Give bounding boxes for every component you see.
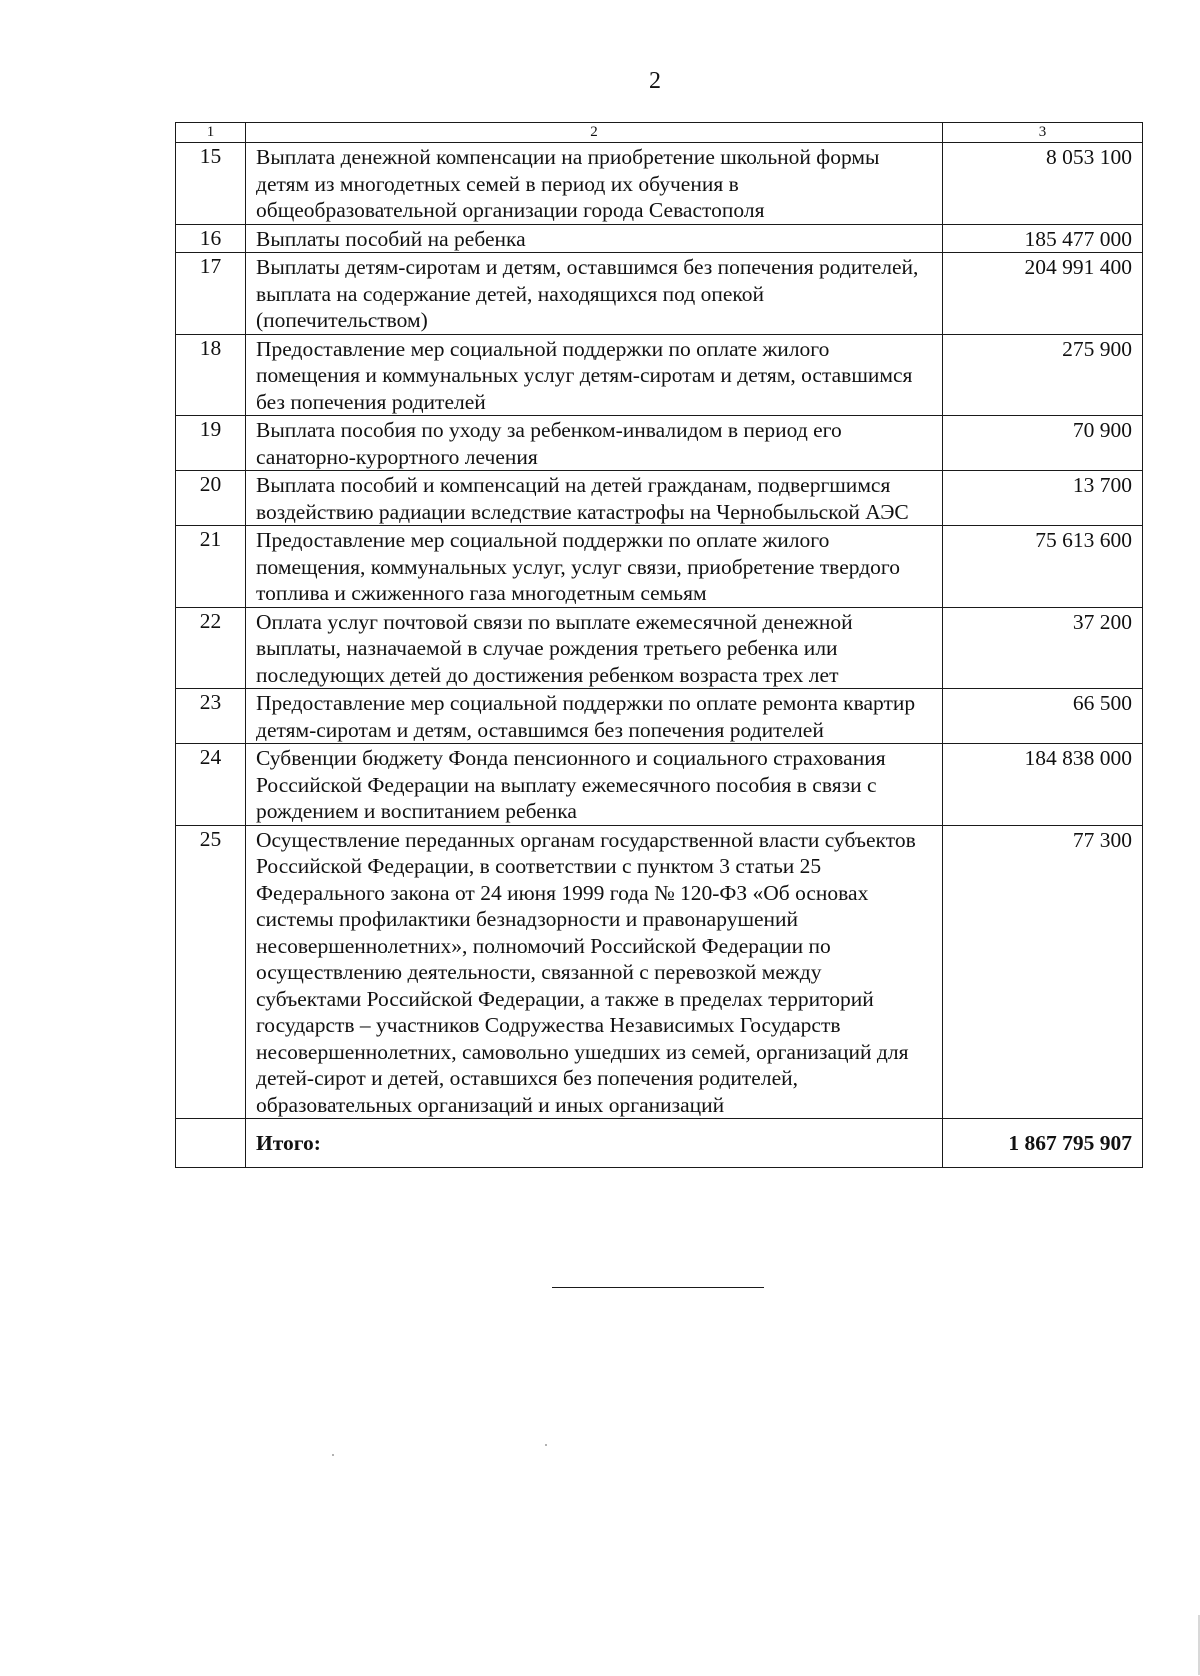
column-header-number: 1 — [176, 123, 246, 143]
row-number: 15 — [176, 143, 246, 225]
page-number: 2 — [649, 68, 661, 94]
row-amount: 8 053 100 — [943, 143, 1143, 225]
table-row — [176, 224, 1143, 253]
table-row — [176, 416, 1143, 471]
row-amount: 70 900 — [943, 416, 1143, 471]
row-description: Предоставление мер социальной поддержки по оплате жилого помещения, коммунальных услуг, услуг связи, приобретение твердого топлива и сжиженного газа многодетным семьям — [246, 526, 943, 608]
row-number: 18 — [176, 334, 246, 416]
row-amount: 275 900 — [943, 334, 1143, 416]
table-row — [176, 825, 1143, 1119]
row-description: Выплата пособия по уходу за ребенком-инвалидом в период его санаторно-курортного лечения — [246, 416, 943, 471]
column-header-amount: 3 — [943, 123, 1143, 143]
column-header-description: 2 — [246, 123, 943, 143]
table-row — [176, 689, 1143, 744]
table-header-row — [176, 123, 1143, 143]
row-number: 21 — [176, 526, 246, 608]
table-row — [176, 744, 1143, 826]
table-row — [176, 607, 1143, 689]
row-number: 23 — [176, 689, 246, 744]
row-description: Оплата услуг почтовой связи по выплате ежемесячной денежной выплаты, назначаемой в случае рождения третьего ребенка или последующих детей до достижения ребенком возраста трех лет — [246, 607, 943, 689]
row-number: 22 — [176, 607, 246, 689]
table-row — [176, 334, 1143, 416]
row-description: Предоставление мер социальной поддержки по оплате жилого помещения и коммунальных услуг детям-сиротам и детям, оставшимся без попечения родителей — [246, 334, 943, 416]
total-row-number — [176, 1119, 246, 1168]
table-row — [176, 143, 1143, 225]
row-number: 16 — [176, 224, 246, 253]
row-description: Выплаты пособий на ребенка — [246, 224, 943, 253]
scan-speck — [332, 1454, 334, 1456]
row-amount: 66 500 — [943, 689, 1143, 744]
row-number: 19 — [176, 416, 246, 471]
row-description: Выплата денежной компенсации на приобретение школьной формы детям из многодетных семей в период их обучения в общеобразовательной организации города Севастополя — [246, 143, 943, 225]
row-amount: 204 991 400 — [943, 253, 1143, 335]
table-row — [176, 526, 1143, 608]
row-description: Выплаты детям-сиротам и детям, оставшимся без попечения родителей, выплата на содержание детей, находящихся под опекой (попечительством) — [246, 253, 943, 335]
row-amount: 37 200 — [943, 607, 1143, 689]
row-amount: 75 613 600 — [943, 526, 1143, 608]
row-number: 20 — [176, 471, 246, 526]
table-row — [176, 253, 1143, 335]
end-of-document-rule — [552, 1287, 764, 1288]
total-amount: 1 867 795 907 — [943, 1119, 1143, 1168]
scan-speck — [545, 1444, 547, 1446]
total-label: Итого: — [246, 1119, 943, 1168]
row-amount: 184 838 000 — [943, 744, 1143, 826]
row-amount: 185 477 000 — [943, 224, 1143, 253]
row-number: 24 — [176, 744, 246, 826]
table-row — [176, 471, 1143, 526]
row-number: 25 — [176, 825, 246, 1119]
row-amount: 13 700 — [943, 471, 1143, 526]
row-amount: 77 300 — [943, 825, 1143, 1119]
total-row — [176, 1119, 1143, 1168]
table-body — [176, 123, 1143, 1168]
budget-table — [175, 122, 1143, 1168]
row-description: Осуществление переданных органам государственной власти субъектов Российской Федерации, в соответствии с пунктом 3 статьи 25 Федерального закона от 24 июня 1999 года № 120-ФЗ «Об основах системы профилактики безнадзорности и правонарушений несовершеннолетних», полномочий Российской Федерации по осуществлению деятельности, связанной с перевозкой между субъектами Российской Федерации, а также в пределах территорий государств – участников Содружества Независимых Государств несовершеннолетних, самовольно ушедших из семей, организаций для детей-сирот и детей, оставшихся без попечения родителей, образовательных организаций и иных организаций — [246, 825, 943, 1119]
row-description: Субвенции бюджету Фонда пенсионного и социального страхования Российской Федерации на выплату ежемесячного пособия в связи с рождением и воспитанием ребенка — [246, 744, 943, 826]
row-description: Выплата пособий и компенсаций на детей гражданам, подвергшимся воздействию радиации вследствие катастрофы на Чернобыльской АЭС — [246, 471, 943, 526]
row-description: Предоставление мер социальной поддержки по оплате ремонта квартир детям-сиротам и детям, оставшимся без попечения родителей — [246, 689, 943, 744]
row-number: 17 — [176, 253, 246, 335]
